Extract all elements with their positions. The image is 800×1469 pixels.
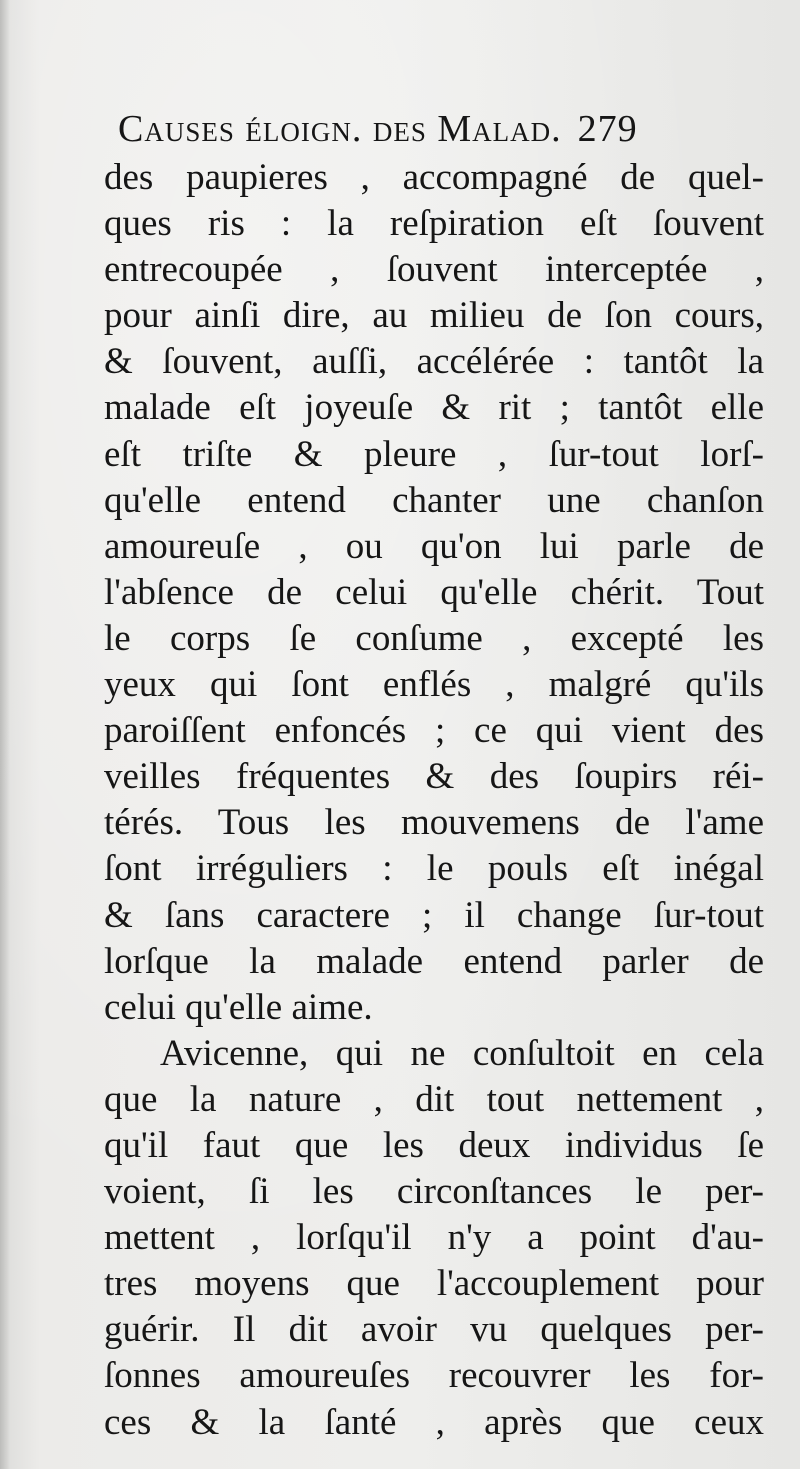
text-line: lorſque la malade entend parler de <box>104 940 764 982</box>
text-line: le corps ſe conſume , excepté les <box>104 617 764 659</box>
text-line: eſt triſte & pleure , ſur-tout lorſ- <box>104 433 764 475</box>
text-line: que la nature , dit tout nettement , <box>104 1078 764 1120</box>
text-line: des paupieres , accompagné de quel- <box>104 157 764 198</box>
running-title: Causes éloign. des Malad. <box>118 108 562 150</box>
text-line: Avicenne, qui ne conſultoit en cela <box>160 1032 764 1074</box>
page-edge-shadow <box>0 0 10 1469</box>
text-line: l'abſence de celui qu'elle chérit. Tout <box>104 571 764 613</box>
text-line: yeux qui ſont enflés , malgré qu'ils <box>104 664 764 706</box>
page-number: 279 <box>577 108 638 150</box>
running-header <box>118 104 798 154</box>
text-line: térés. Tous les mouvemens de l'ame <box>104 802 764 844</box>
text-line: celui qu'elle aime. <box>104 986 373 1028</box>
text-line: guérir. Il dit avoir vu quelques per- <box>104 1309 764 1351</box>
text-line: veilles fréquentes & des ſoupirs réi- <box>104 756 764 798</box>
text-line: malade eſt joyeuſe & rit ; tantôt elle <box>104 387 764 429</box>
text-line: amoureuſe , ou qu'on lui parle de <box>104 525 764 567</box>
text-line: paroiſſent enfoncés ; ce qui vient des <box>104 710 764 752</box>
text-line: & ſouvent, auſſi, accélérée : tantôt la <box>104 341 764 383</box>
text-line: qu'elle entend chanter une chanſon <box>104 479 764 521</box>
text-line: ſonnes amoureuſes recouvrer les for- <box>104 1355 764 1397</box>
text-line: ces & la ſanté , après que ceux <box>104 1401 764 1443</box>
text-line: qu'il faut que les deux individus ſe <box>104 1124 764 1166</box>
text-line: mettent , lorſqu'il n'y a point d'au- <box>104 1217 764 1259</box>
text-line: tres moyens que l'accouplement pour <box>104 1263 764 1305</box>
text-line: ques ris : la reſpiration eſt ſouvent <box>104 203 764 245</box>
text-line: entrecoupée , ſouvent interceptée , <box>104 249 764 291</box>
text-line: & ſans caractere ; il change ſur-tout <box>104 894 764 936</box>
text-line: ſont irréguliers : le pouls eſt inégal <box>104 848 764 890</box>
text-line: pour ainſi dire, au milieu de ſon cours, <box>104 295 764 337</box>
body-text <box>104 155 764 1446</box>
text-line: voient, ſi les circonſtances le per- <box>104 1171 764 1213</box>
